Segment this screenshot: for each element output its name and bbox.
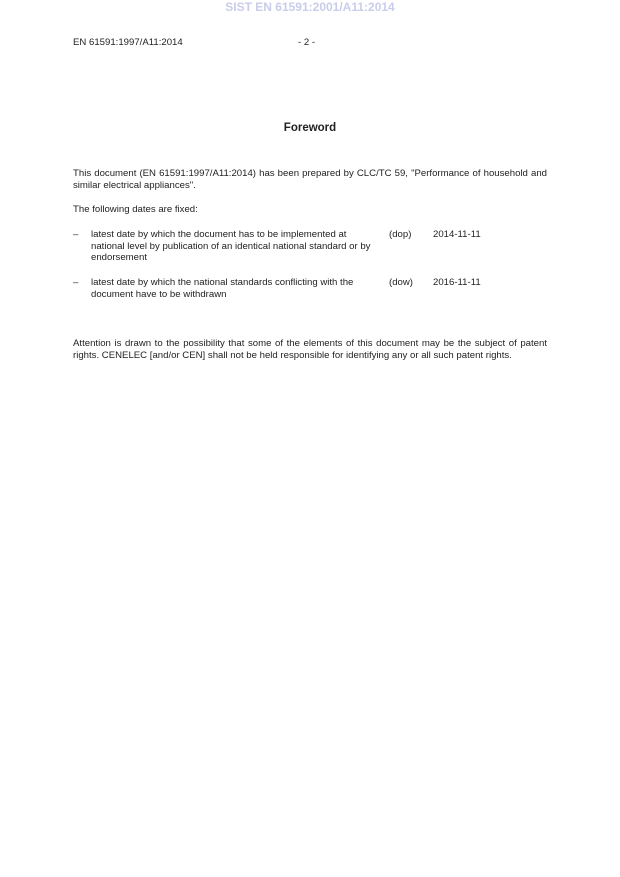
date-item-dop	[73, 229, 547, 265]
date-item-code: (dop)	[389, 229, 412, 240]
section-title: Foreword	[283, 122, 337, 134]
date-item-text: latest date by which the document has to be implemented at national level by publication of an identical national standard or by endorsement	[91, 229, 371, 263]
document-id-header: EN 61591:1997/A11:2014	[73, 37, 183, 48]
list-dash: –	[73, 229, 79, 240]
date-item-value: 2016-11-11	[433, 277, 481, 288]
patent-attention-paragraph: Attention is drawn to the possibility that some of the elements of this document may be the subject of patent rights. CENELEC [and/or CEN] shall not be held responsible for identifying any or all such patent rights.	[73, 338, 547, 361]
dates-intro-paragraph: The following dates are fixed:	[73, 204, 198, 215]
page-number: - 2 -	[298, 37, 316, 48]
date-item-text: latest date by which the national standards conflicting with the document have to be withdrawn	[91, 277, 354, 300]
intro-paragraph: This document (EN 61591:1997/A11:2014) has been prepared by CLC/TC 59, "Performance of household and similar electrical appliances".	[73, 168, 547, 191]
date-item-value: 2014-11-11	[433, 229, 481, 240]
list-dash: –	[73, 277, 79, 288]
date-item-dow	[73, 277, 547, 301]
watermark: SIST EN 61591:2001/A11:2014	[225, 0, 395, 14]
date-item-code: (dow)	[389, 277, 413, 288]
